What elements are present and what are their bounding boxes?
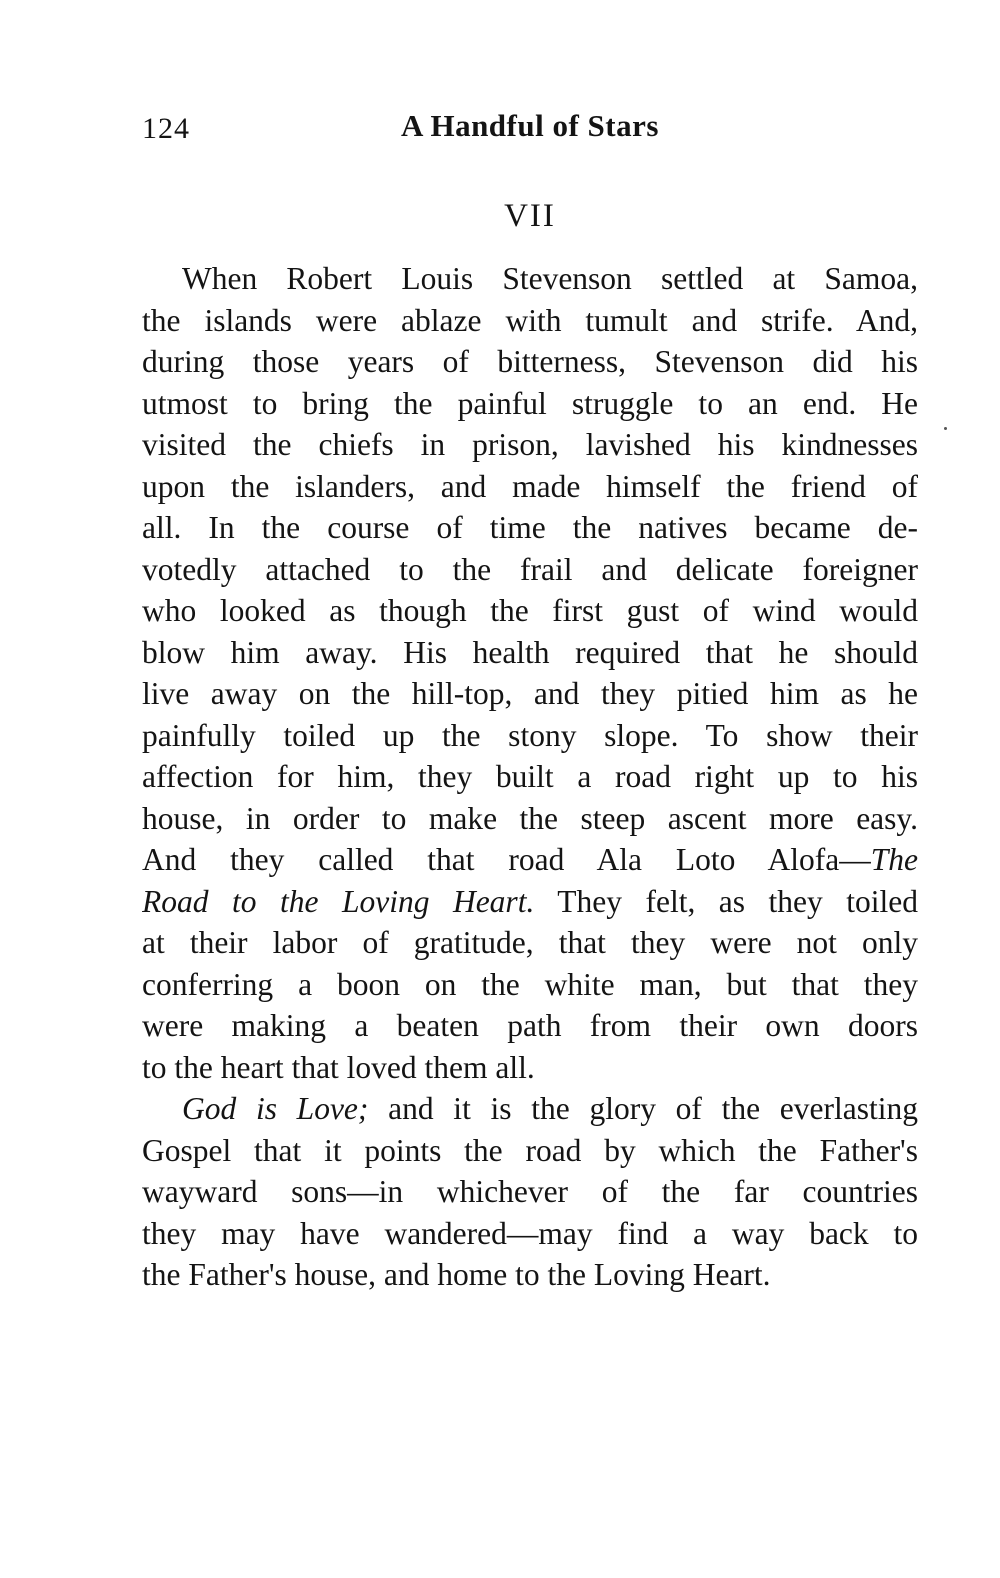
text-line: And they called that road Ala Loto Alofa—The xyxy=(142,842,918,877)
text-line: conferring a boon on the white man, but that they xyxy=(142,966,918,1002)
italic-text: The xyxy=(870,842,918,877)
text-line: to the heart that loved them all. xyxy=(142,1049,535,1085)
text-line: visited the chiefs in prison, lavished his kindnesses xyxy=(142,427,918,462)
text-line: house, in order to make the steep ascent more easy. xyxy=(142,800,918,836)
text-line: blow him away. His health required that he should xyxy=(142,634,918,670)
text-line: during those years of bitterness, Stevenson did his xyxy=(142,344,918,379)
text-line: wayward sons—in whichever of the far countries xyxy=(142,1174,918,1209)
text-line: votedly attached to the frail and delicate foreigner xyxy=(142,551,918,587)
running-head xyxy=(142,108,918,152)
text-line: Gospel that it points the road by which the Father's xyxy=(142,1132,918,1168)
text-line: the islands were ablaze with tumult and strife. And, xyxy=(142,302,918,338)
paragraph-1 xyxy=(142,258,918,1088)
text-line: all. In the course of time the natives became de- xyxy=(142,510,918,545)
text-line: affection for him, they built a road right up to his xyxy=(142,759,918,794)
italic-text: God is Love; xyxy=(182,1091,369,1126)
text-line: upon the islanders, and made himself the friend of xyxy=(142,468,918,504)
italic-text: Road to the Loving Heart. xyxy=(142,883,535,919)
text-line: at their labor of gratitude, that they were not only xyxy=(142,925,918,960)
text-line: they may have wandered—may find a way back to xyxy=(142,1215,918,1251)
text-line: the Father's house, and home to the Loving Heart. xyxy=(142,1257,771,1292)
body-text xyxy=(142,258,918,1296)
text-line: who looked as though the first gust of wind would xyxy=(142,593,918,628)
paragraph-2 xyxy=(142,1088,918,1296)
text-line: utmost to bring the painful struggle to an end. He xyxy=(142,385,918,421)
section-heading: VII xyxy=(504,198,556,234)
text-line: painfully toiled up the stony slope. To show their xyxy=(142,717,918,753)
print-speck xyxy=(944,427,947,430)
text-line: live away on the hill-top, and they pitied him as he xyxy=(142,676,918,711)
page-number: 124 xyxy=(142,112,190,145)
text-line: were making a beaten path from their own doors xyxy=(142,1008,918,1043)
book-title: A Handful of Stars xyxy=(401,108,659,143)
text-line: God is Love; and it is the glory of the everlasting xyxy=(182,1091,918,1126)
text-line: Road to the Loving Heart. They felt, as they toiled xyxy=(142,883,918,919)
text-line: When Robert Louis Stevenson settled at Samoa, xyxy=(182,261,918,296)
